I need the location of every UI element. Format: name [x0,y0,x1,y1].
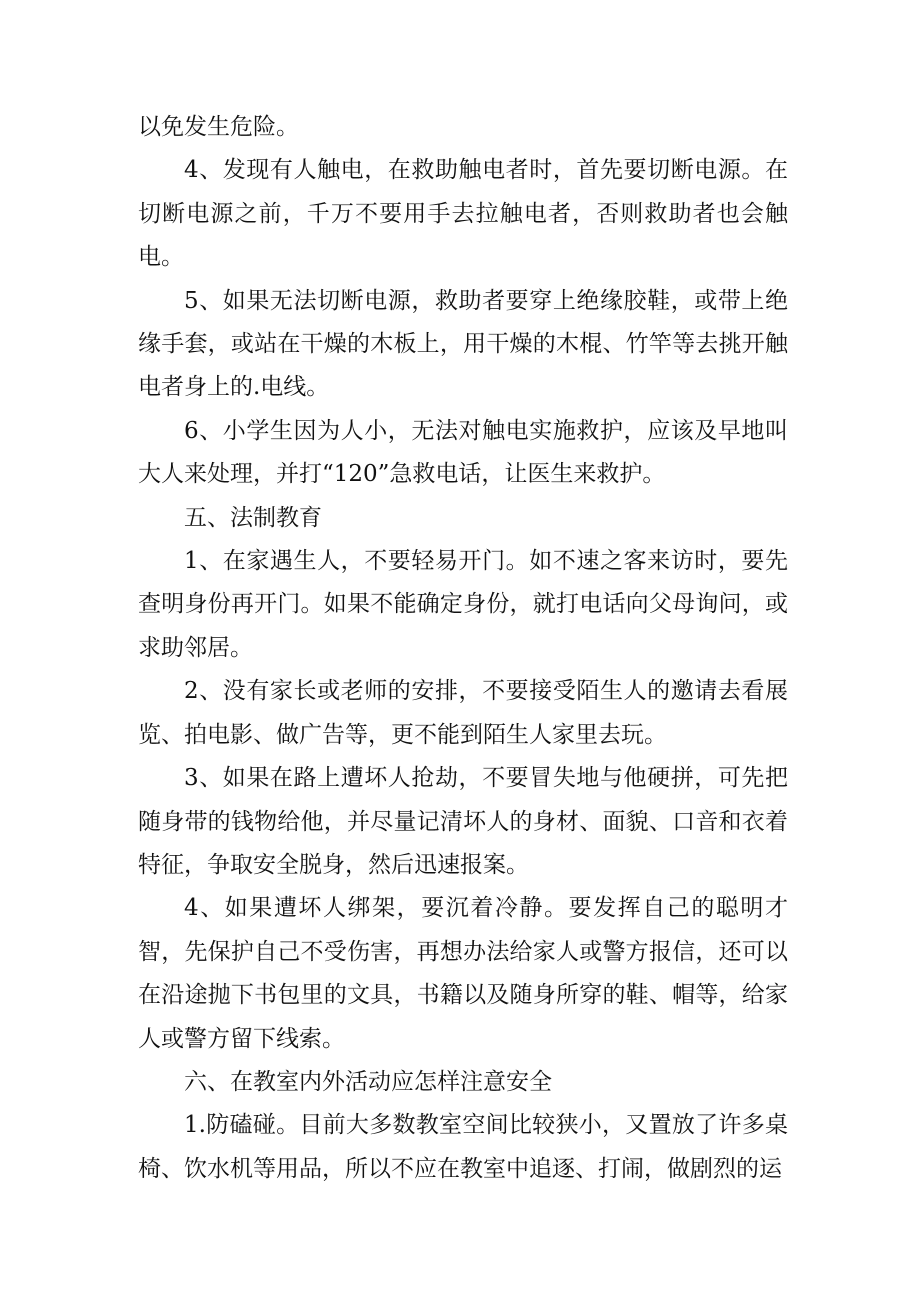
document-page [138,106,788,1191]
paragraph-electric-5: 5、如果无法切断电源，救助者要穿上绝缘胶鞋，或带上绝缘手套，或站在干燥的木板上，用干燥的木棍、竹竿等去挑开触电者身上的.电线。 [138,287,788,401]
paragraph-electric-6: 6、小学生因为人小，无法对触电实施救护，应该及早地叫大人来处理，并打“120”急救电话，让医生来救护。 [138,417,788,488]
paragraph-continuation: 以免发生危险。 [138,114,299,140]
paragraph-legal-1: 1、在家遇生人，不要轻易开门。如不速之客来访时，要先查明身份再开门。如果不能确定身份，就打电话向父母询问，或求助邻居。 [138,548,788,661]
paragraph-legal-4: 4、如果遭坏人绑架，要沉着冷静。要发挥自己的聪明才智，先保护自己不受伤害，再想办法给家人或警方报信，还可以在沿途抛下书包里的文具，书籍以及随身所穿的鞋、帽等，给家人或警方留下线索。 [138,895,788,1052]
paragraph-classroom-1: 1.防磕碰。目前大多数教室空间比较狭小，又置放了许多桌椅、饮水机等用品，所以不应在教室中追逐、打闹，做剧烈的运 [138,1112,788,1182]
section-heading-classroom-safety: 六、在教室内外活动应怎样注意安全 [184,1068,552,1095]
section-heading-legal-education: 五、法制教育 [184,504,322,531]
paragraph-legal-3: 3、如果在路上遭坏人抢劫，不要冒失地与他硬拼，可先把随身带的钱物给他，并尽量记清坏人的身材、面貌、口音和衣着特征，争取安全脱身，然后迅速报案。 [138,765,788,878]
paragraph-electric-4: 4、发现有人触电，在救助触电者时，首先要切断电源。在切断电源之前，千万不要用手去拉触电者，否则救助者也会触电。 [138,157,788,271]
paragraph-legal-2: 2、没有家长或老师的安排，不要接受陌生人的邀请去看展览、拍电影、做广告等，更不能到陌生人家里去玩。 [138,678,788,748]
